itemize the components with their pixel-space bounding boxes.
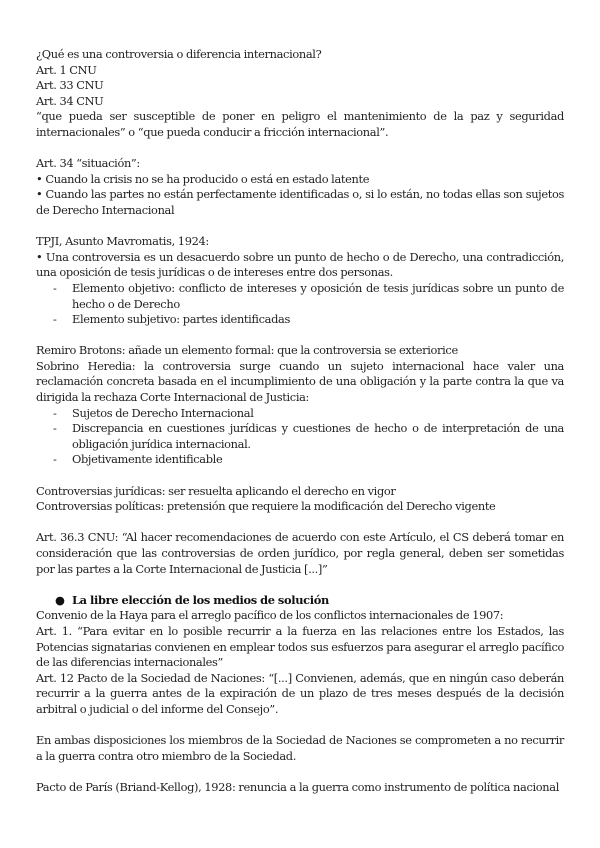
- dash-marker: -: [53, 280, 57, 295]
- question-line: ¿Qué es una controversia o diferencia internacional?: [36, 47, 322, 61]
- case-title: TPJI, Asunto Mavromatis, 1924:: [36, 234, 209, 249]
- definition-line: Controversias políticas: pretensión que requiere la modificación del Derecho vigente: [36, 499, 496, 514]
- author-line: Remiro Brotons: añade un elemento formal: que la controversia se exteriorice: [36, 343, 458, 358]
- dash-marker: -: [53, 312, 57, 327]
- spacer: [36, 577, 564, 593]
- dash-marker: -: [53, 452, 57, 467]
- list-item: [36, 421, 564, 452]
- list-item: [36, 281, 564, 312]
- mavromatis-list: [36, 281, 564, 328]
- dash-marker: -: [53, 405, 57, 420]
- dash-marker: -: [53, 421, 57, 436]
- section-heading: [36, 593, 564, 609]
- quote-paragraph: “que pueda ser susceptible de poner en peligro el mantenimiento de la paz y seguridad internacionales” o “que pueda conducir a fricción internacional”.: [36, 109, 564, 139]
- list-item-text: Sujetos de Derecho Internacional: [72, 405, 254, 420]
- quote-paragraph: Art. 36.3 CNU: “Al hacer recomendaciones de acuerdo con este Artículo, el CS deberá tomar en consideración que las controversias de orden jurídico, por regla general, deben ser sometidas por las partes a la Corte Internacional de Justicia [...]”: [36, 530, 564, 576]
- quote-paragraph: Art. 12 Pacto de la Sociedad de Naciones: “[...] Convienen, además, que en ningún caso deberán recurrir a la guerra antes de la expiración de un plazo de tres meses después de la decisión arbitral o judicial o del informe del Consejo”.: [36, 670, 564, 716]
- section-heading-text: La libre elección de los medios de solución: [72, 592, 329, 607]
- spacer: [36, 764, 564, 780]
- spacer: [36, 219, 564, 235]
- document-page: [36, 47, 564, 796]
- art-ref-line: Art. 1 CNU: [36, 62, 97, 77]
- situacion-line: Art. 34 “situación”:: [36, 156, 140, 171]
- definition-line: Controversias jurídicas: ser resuelta aplicando el derecho en vigor: [36, 483, 396, 498]
- convention-line: Convenio de la Haya para el arreglo pacífico de los conflictos internacionales de 1907:: [36, 608, 504, 623]
- list-item: [36, 406, 564, 422]
- art-ref-line: Art. 33 CNU: [36, 78, 104, 93]
- spacer: [36, 328, 564, 344]
- bullet-line: • Cuando la crisis no se ha producido o está en estado latente: [36, 171, 370, 186]
- spacer: [36, 515, 564, 531]
- spacer: [36, 718, 564, 734]
- bullet-line: • Una controversia es un desacuerdo sobre un punto de hecho o de Derecho, una contradicción, una oposición de tesis jurídicas o de intereses entre dos personas.: [36, 249, 564, 280]
- list-item-text: Elemento objetivo: conflicto de intereses y oposición de tesis jurídicas sobre un punto de hecho o de Derecho: [72, 280, 564, 311]
- author-paragraph: Sobrino Heredia: la controversia surge cuando un sujeto internacional hace valer una reclamación concreta basada en el incumplimiento de una obligación y la parte contra la que va dirigida la rechaza Corte Internacional de Justicia:: [36, 358, 564, 405]
- list-item-text: Objetivamente identificable: [72, 452, 223, 467]
- bullet-marker: ●: [55, 592, 65, 607]
- list-item-text: Discrepancia en cuestiones jurídicas y cuestiones de hecho o de interpretación de una obligación jurídica internacional.: [72, 421, 564, 451]
- bullet-line: • Cuando las partes no están perfectamente identificadas o, si lo están, no todas ellas son sujetos de Derecho Internacional: [36, 187, 564, 217]
- list-item-text: Elemento subjetivo: partes identificadas: [72, 312, 290, 327]
- body-paragraph: En ambas disposiciones los miembros de la Sociedad de Naciones se comprometen a no recurrir a la guerra contra otro miembro de la Sociedad.: [36, 733, 564, 763]
- art-ref-line: Art. 34 CNU: [36, 93, 104, 108]
- spacer: [36, 468, 564, 484]
- spacer: [36, 141, 564, 157]
- list-item: [36, 452, 564, 468]
- cij-list: [36, 406, 564, 468]
- list-item: [36, 312, 564, 328]
- body-paragraph: Pacto de París (Briand-Kellog), 1928: renuncia a la guerra como instrumento de política nacional: [36, 779, 559, 794]
- quote-paragraph: Art. 1. “Para evitar en lo posible recurrir a la fuerza en las relaciones entre los Estados, las Potencias signatarias convienen en emplear todos sus esfuerzos para asegurar el arreglo pacífico de las diferencias internacionales”: [36, 623, 564, 670]
